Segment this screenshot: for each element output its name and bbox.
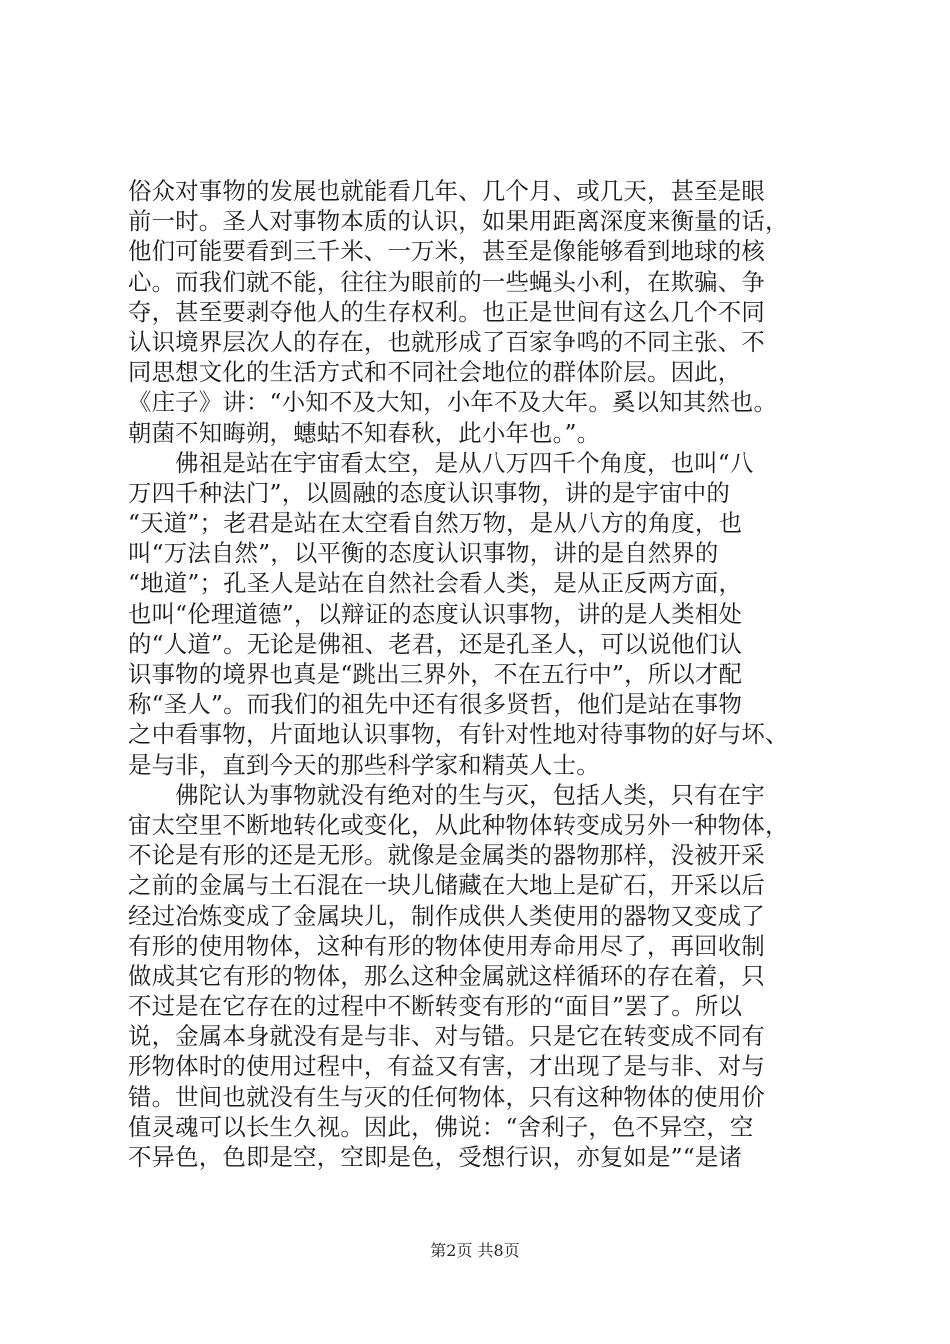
text-line: 叫“万法自然”，以平衡的态度认识事物，讲的是自然界的 (128, 539, 719, 568)
text-line: 值灵魂可以长生久视。因此，佛说：“舍利子，色不异空，空 (128, 1112, 754, 1141)
text-line: 有形的使用物体，这种有形的物体使用寿命用尽了，再回收制 (128, 931, 765, 960)
text-line: 形物体时的使用过程中，有益又有害，才出现了是与非、对与 (128, 1052, 765, 1081)
text-line: 朝菌不知晦朔，蟪蛄不知春秋，此小年也。”。 (128, 418, 601, 447)
text-line: 同思想文化的生活方式和不同社会地位的群体阶层。因此， (128, 358, 742, 387)
text-line: 认识境界层次人的存在，也就形成了百家争鸣的不同主张、不 (128, 327, 765, 356)
text-line: 也叫“伦理道德”，以辩证的态度认识事物，讲的是人类相处 (128, 599, 743, 628)
text-line: 的“人道”。无论是佛祖、老君，还是孔圣人，可以说他们认 (128, 629, 743, 658)
text-line: 他们可能要看到三千米、一万米，甚至是像能够看到地球的核 (128, 237, 765, 266)
text-line: 识事物的境界也真是“跳出三界外，不在五行中”，所以才配 (128, 660, 743, 688)
text-line: 错。世间也就没有生与灭的任何物体，只有这种物体的使用价 (128, 1082, 765, 1111)
text-line: 是与非，直到今天的那些科学家和精英人士。 (128, 750, 600, 779)
page-number-footer: 第2页 共8页 (430, 1241, 520, 1260)
text-line: 不论是有形的还是无形。就像是金属类的器物那样，没被开采 (128, 841, 765, 870)
text-line: 万四千种法门”，以圆融的态度认识事物，讲的是宇宙中的 (128, 478, 730, 507)
text-line: “天道”；老君是站在太空看自然万物，是从八方的角度，也 (128, 509, 743, 538)
text-line: 《庄子》讲：“小知不及大知，小年不及大年。奚以知其然也。 (128, 388, 778, 417)
text-line: 俗众对事物的发展也就能看几年、几个月、或几天，甚至是眼 (128, 177, 765, 205)
text-line: 夺，甚至要剥夺他人的生存权利。也正是世间有这么几个不同 (128, 297, 765, 326)
text-line: 宙太空里不断地转化或变化，从此种物体转变成另外一种物体， (128, 810, 789, 839)
text-line: 说，金属本身就没有是与非、对与错。只是它在转变成不同有 (128, 1022, 765, 1051)
text-line: 前一时。圣人对事物本质的认识，如果用距离深度来衡量的话， (128, 207, 789, 236)
text-line: 做成其它有形的物体，那么这种金属就这样循环的存在着，只 (128, 961, 765, 990)
text-line: 不异色，色即是空，空即是色，受想行识，亦复如是”“是诸 (128, 1143, 743, 1171)
text-line: 佛陀认为事物就没有绝对的生与灭，包括人类，只有在宇 (128, 780, 765, 809)
text-line: 之中看事物，片面地认识事物，有针对性地对待事物的好与坏、 (128, 720, 789, 749)
text-line: 称“圣人”。而我们的祖先中还有很多贤哲，他们是站在事物 (128, 690, 743, 719)
text-line: “地道”；孔圣人是站在自然社会看人类，是从正反两方面， (128, 569, 743, 598)
text-line: 不过是在它存在的过程中不断转变有形的“面目”罢了。所以 (128, 992, 743, 1021)
body-text (128, 176, 833, 1172)
text-line: 心。而我们就不能，往往为眼前的一些蝇头小利，在欺骗、争 (128, 267, 765, 296)
text-line: 之前的金属与土石混在一块儿储藏在大地上是矿石，开采以后 (128, 871, 765, 900)
text-line: 经过冶炼变成了金属块儿，制作成供人类使用的器物又变成了 (128, 901, 765, 930)
text-line: 佛祖是站在宇宙看太空，是从八万四千个角度，也叫“八 (128, 448, 754, 477)
